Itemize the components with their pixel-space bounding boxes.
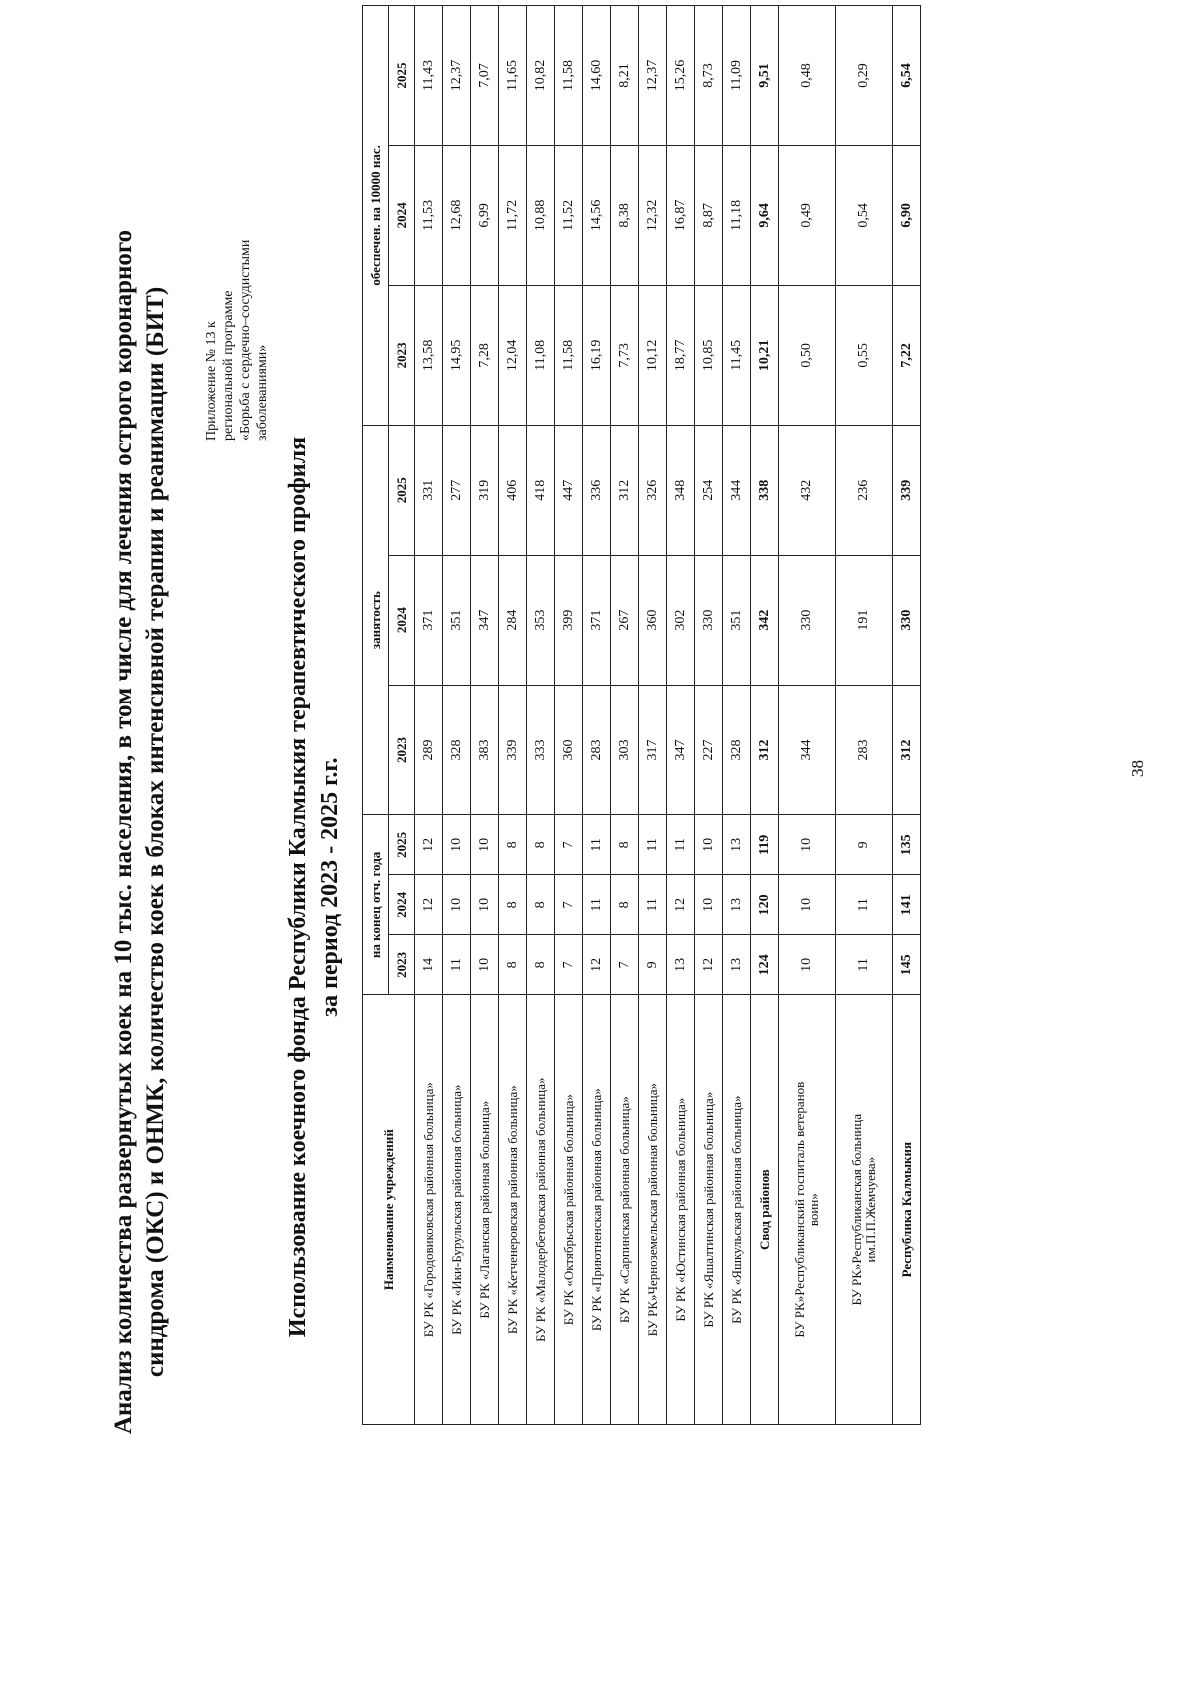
cell-value: 10: [779, 935, 836, 995]
cell-value: 9: [639, 935, 667, 995]
cell-value: 8,87: [695, 145, 723, 285]
cell-value: 11,53: [415, 145, 443, 285]
cell-value: 12: [583, 935, 611, 995]
cell-value: 11: [836, 875, 893, 935]
cell-value: 432: [779, 425, 836, 555]
header-group-occupancy: занятость: [363, 425, 389, 815]
header-group-provision: обеспечен. на 10000 нас.: [363, 6, 389, 426]
cell-value: 267: [611, 555, 639, 685]
cell-value: 10,82: [527, 6, 555, 146]
table-row: [723, 6, 751, 1425]
cell-value: 11,18: [723, 145, 751, 285]
document-heading: [108, 62, 172, 1602]
cell-value: 371: [415, 555, 443, 685]
cell-value: 11,58: [555, 285, 583, 425]
table-body: [415, 6, 751, 1425]
cell-value: 351: [443, 555, 471, 685]
cell-value: 10,12: [639, 285, 667, 425]
row-name: Свод районов: [751, 995, 779, 1425]
cell-value: 12: [667, 875, 695, 935]
cell-value: 14,56: [583, 145, 611, 285]
cell-value: 11,65: [499, 6, 527, 146]
cell-value: 7: [555, 935, 583, 995]
cell-value: 9: [836, 815, 893, 875]
cell-value: 135: [893, 815, 921, 875]
cell-value: 7,22: [893, 285, 921, 425]
cell-value: 227: [695, 685, 723, 815]
cell-value: 339: [893, 425, 921, 555]
table-row: [639, 6, 667, 1425]
cell-value: 339: [499, 685, 527, 815]
cell-value: 12,32: [639, 145, 667, 285]
cell-value: 6,54: [893, 6, 921, 146]
table-row: [555, 6, 583, 1425]
cell-value: 10: [695, 815, 723, 875]
table-title-line-1: Использование коечного фонда Республики Калмыкия терапевтического профиля: [285, 436, 311, 1338]
cell-value: 9,64: [751, 145, 779, 285]
table-row: [471, 6, 499, 1425]
cell-value: 11,43: [415, 6, 443, 146]
row-name-line-2: им.П.П.Жемчуева»: [863, 1156, 878, 1263]
cell-value: 11,09: [723, 6, 751, 146]
cell-value: 12,37: [443, 6, 471, 146]
row-name: [836, 995, 893, 1425]
row-name-line-1: БУ РК»Республиканский госпиталь ветеранов: [792, 1081, 807, 1338]
row-name: БУ РК «Малодербетовская районная больница»: [527, 995, 555, 1425]
header-institution-name: Наименование учреждений: [363, 995, 415, 1425]
cell-value: 7: [555, 815, 583, 875]
cell-value: 447: [555, 425, 583, 555]
cell-value: 7: [555, 875, 583, 935]
cell-value: 11,08: [527, 285, 555, 425]
header-year: 2023: [389, 685, 415, 815]
cell-value: 7,07: [471, 6, 499, 146]
cell-value: 10: [443, 815, 471, 875]
cell-value: 10: [443, 875, 471, 935]
cell-value: 18,77: [667, 285, 695, 425]
cell-value: 302: [667, 555, 695, 685]
cell-value: 16,87: [667, 145, 695, 285]
cell-value: 10: [779, 815, 836, 875]
table-row: [611, 6, 639, 1425]
cell-value: 360: [639, 555, 667, 685]
row-name-line-2: воин»: [806, 1193, 821, 1227]
table-title-line-2: за период 2023 - 2025 г.г.: [317, 757, 343, 1017]
row-name: БУ РК «Яшалтинская районная больница»: [695, 995, 723, 1425]
header-year: 2025: [389, 425, 415, 555]
cell-value: 6,99: [471, 145, 499, 285]
cell-value: 6,90: [893, 145, 921, 285]
header-year: 2025: [389, 6, 415, 146]
header-row-groups: [363, 6, 389, 1425]
cell-value: 319: [471, 425, 499, 555]
cell-value: 236: [836, 425, 893, 555]
cell-value: 8,73: [695, 6, 723, 146]
cell-value: 10: [695, 875, 723, 935]
cell-value: 10,88: [527, 145, 555, 285]
cell-value: 8: [499, 815, 527, 875]
heading-line-1: Анализ количества развернутых коек на 10 тыс. населения, в том числе для лечения острого коронарного: [110, 229, 137, 1435]
cell-value: 13: [723, 815, 751, 875]
cell-value: 15,26: [667, 6, 695, 146]
row-name: БУ РК «Юстинская районная больница»: [667, 995, 695, 1425]
cell-value: 11: [583, 875, 611, 935]
cell-value: 7,73: [611, 285, 639, 425]
row-name: БУ РК «Городовиковская районная больница»: [415, 995, 443, 1425]
row-name: БУ РК «Яшкульская районная больница»: [723, 995, 751, 1425]
cell-value: 119: [751, 815, 779, 875]
header-year: 2024: [389, 875, 415, 935]
cell-value: 284: [499, 555, 527, 685]
cell-value: 11,58: [555, 6, 583, 146]
header-year: 2024: [389, 555, 415, 685]
page-number: 38: [1128, 760, 1147, 777]
cell-value: 10: [471, 815, 499, 875]
cell-value: 336: [583, 425, 611, 555]
cell-value: 344: [779, 685, 836, 815]
cell-value: 351: [723, 555, 751, 685]
cell-value: 371: [583, 555, 611, 685]
cell-value: 317: [639, 685, 667, 815]
cell-value: 11: [583, 815, 611, 875]
cell-value: 406: [499, 425, 527, 555]
cell-value: 8: [527, 815, 555, 875]
cell-value: 11,45: [723, 285, 751, 425]
heading-line-2: синдрома (ОКС) и ОНМК, количество коек в блоках интенсивной терапии и реанимации (БИТ): [142, 286, 169, 1378]
cell-value: 11,72: [499, 145, 527, 285]
cell-value: 312: [893, 685, 921, 815]
cell-value: 12,37: [639, 6, 667, 146]
cell-value: 14,95: [443, 285, 471, 425]
cell-value: 7,28: [471, 285, 499, 425]
cell-value: 10: [779, 875, 836, 935]
cell-value: 289: [415, 685, 443, 815]
cell-value: 12: [695, 935, 723, 995]
header-year: 2023: [389, 935, 415, 995]
cell-value: 0,49: [779, 145, 836, 285]
cell-value: 14,60: [583, 6, 611, 146]
cell-value: 12: [415, 815, 443, 875]
cell-value: 330: [893, 555, 921, 685]
cell-value: 344: [723, 425, 751, 555]
cell-value: 10: [471, 875, 499, 935]
cell-value: 331: [415, 425, 443, 555]
table-row: [695, 6, 723, 1425]
table-row: [527, 6, 555, 1425]
table-title: [282, 237, 346, 1537]
cell-value: 12,68: [443, 145, 471, 285]
table-row-total: [893, 6, 921, 1425]
cell-value: 13: [723, 875, 751, 935]
row-name: БУ РК»Черноземельская районная больница»: [639, 995, 667, 1425]
row-name: Республика Калмыкия: [893, 995, 921, 1425]
cell-value: 0,55: [836, 285, 893, 425]
cell-value: 11: [667, 815, 695, 875]
appendix-line-3: «Борьба с сердечно–сосудистыми: [238, 239, 253, 441]
cell-value: 7: [611, 935, 639, 995]
bed-fund-table: [362, 5, 921, 1425]
cell-value: 338: [751, 425, 779, 555]
cell-value: 13: [723, 935, 751, 995]
cell-value: 348: [667, 425, 695, 555]
cell-value: 312: [611, 425, 639, 555]
cell-value: 0,54: [836, 145, 893, 285]
cell-value: 12,04: [499, 285, 527, 425]
row-name: БУ РК «Кетченеровская районная больница»: [499, 995, 527, 1425]
cell-value: 13: [667, 935, 695, 995]
cell-value: 303: [611, 685, 639, 815]
cell-value: 11: [639, 815, 667, 875]
cell-value: 8: [611, 815, 639, 875]
cell-value: 13,58: [415, 285, 443, 425]
cell-value: 418: [527, 425, 555, 555]
row-name: БУ РК «Ики-Бурульская районная больница»: [443, 995, 471, 1425]
appendix-line-4: заболеваниями»: [255, 344, 270, 441]
cell-value: 333: [527, 685, 555, 815]
table-row: [667, 6, 695, 1425]
row-name: БУ РК «Октябрьская районная больница»: [555, 995, 583, 1425]
cell-value: 8: [611, 875, 639, 935]
cell-value: 328: [723, 685, 751, 815]
cell-value: 8: [499, 935, 527, 995]
cell-value: 383: [471, 685, 499, 815]
cell-value: 254: [695, 425, 723, 555]
cell-value: 347: [471, 555, 499, 685]
header-year: 2025: [389, 815, 415, 875]
cell-value: 312: [751, 685, 779, 815]
cell-value: 0,50: [779, 285, 836, 425]
appendix-note: [203, 101, 271, 441]
cell-value: 10,85: [695, 285, 723, 425]
cell-value: 283: [836, 685, 893, 815]
cell-value: 328: [443, 685, 471, 815]
row-name: БУ РК «Сарпинская районная больница»: [611, 995, 639, 1425]
cell-value: 347: [667, 685, 695, 815]
row-name-line-1: БУ РК»Республиканская больница: [849, 1113, 864, 1306]
cell-value: 330: [695, 555, 723, 685]
cell-value: 11: [639, 875, 667, 935]
cell-value: 10,21: [751, 285, 779, 425]
cell-value: 16,19: [583, 285, 611, 425]
appendix-line-1: Приложение № 13 к: [204, 321, 219, 441]
cell-value: 11: [443, 935, 471, 995]
appendix-line-2: региональной программе: [221, 290, 236, 441]
cell-value: 399: [555, 555, 583, 685]
row-name: БУ РК «Лаганская районная больница»: [471, 995, 499, 1425]
cell-value: 11,52: [555, 145, 583, 285]
table-row-republican-hospital: [836, 6, 893, 1425]
cell-value: 0,29: [836, 6, 893, 146]
cell-value: 191: [836, 555, 893, 685]
cell-value: 145: [893, 935, 921, 995]
table-row-hospital: [779, 6, 836, 1425]
cell-value: 124: [751, 935, 779, 995]
cell-value: 11: [836, 935, 893, 995]
cell-value: 277: [443, 425, 471, 555]
cell-value: 8,21: [611, 6, 639, 146]
table-row: [499, 6, 527, 1425]
table-row-svod: [751, 6, 779, 1425]
row-name: БУ РК «Приютненская районная больница»: [583, 995, 611, 1425]
table-row: [583, 6, 611, 1425]
cell-value: 353: [527, 555, 555, 685]
cell-value: 120: [751, 875, 779, 935]
header-year: 2023: [389, 285, 415, 425]
row-name: [779, 995, 836, 1425]
cell-value: 14: [415, 935, 443, 995]
header-group-beds: на конец отч. года: [363, 815, 389, 995]
cell-value: 8: [499, 875, 527, 935]
cell-value: 8: [527, 935, 555, 995]
table-row: [443, 6, 471, 1425]
cell-value: 326: [639, 425, 667, 555]
cell-value: 0,48: [779, 6, 836, 146]
cell-value: 360: [555, 685, 583, 815]
cell-value: 8,38: [611, 145, 639, 285]
cell-value: 141: [893, 875, 921, 935]
cell-value: 12: [415, 875, 443, 935]
header-year: 2024: [389, 145, 415, 285]
cell-value: 342: [751, 555, 779, 685]
table-row: [415, 6, 443, 1425]
cell-value: 9,51: [751, 6, 779, 146]
cell-value: 8: [527, 875, 555, 935]
cell-value: 283: [583, 685, 611, 815]
cell-value: 330: [779, 555, 836, 685]
cell-value: 10: [471, 935, 499, 995]
